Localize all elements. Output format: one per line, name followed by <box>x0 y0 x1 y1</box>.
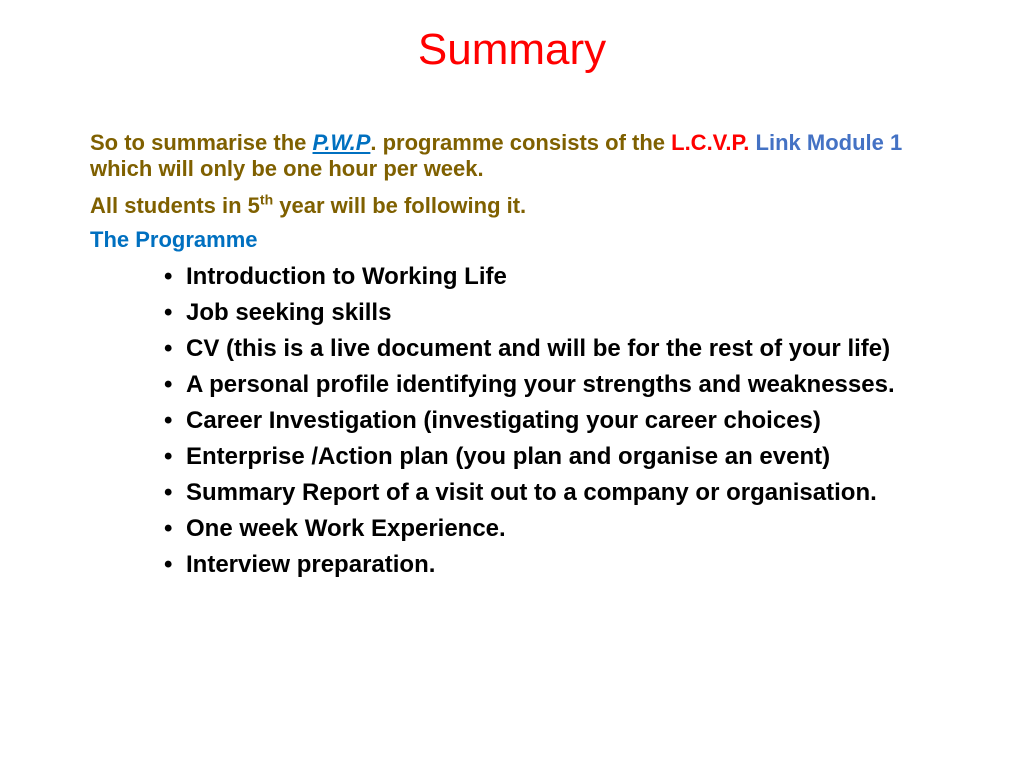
slide-title: Summary <box>417 25 607 74</box>
programme-list <box>164 262 944 586</box>
bullet-icon: • <box>164 263 173 290</box>
list-item-text: A personal profile identifying your strengths and weaknesses. <box>186 371 895 398</box>
list-item-text: CV (this is a live document and will be for the rest of your life) <box>186 335 891 362</box>
list-item-text: Career Investigation (investigating your career choices) <box>186 407 821 434</box>
list-item <box>164 334 944 363</box>
bullet-icon: • <box>164 551 173 578</box>
list-item-text: Enterprise /Action plan (you plan and organise an event) <box>186 443 831 470</box>
intro-superscript: th <box>259 191 274 208</box>
intro-paragraph-1 <box>90 130 950 182</box>
lcvp-label: L.C.V.P. <box>671 130 750 155</box>
list-item <box>164 478 944 507</box>
intro-text-1d: which will only be one hour per week. <box>90 156 484 181</box>
list-item <box>164 406 944 435</box>
list-item <box>164 370 944 399</box>
bullet-icon: • <box>164 371 173 398</box>
list-item-text: Summary Report of a visit out to a company or organisation. <box>186 479 877 506</box>
bullet-icon: • <box>164 335 173 362</box>
bullet-icon: • <box>164 443 173 470</box>
programme-heading: The Programme <box>90 227 258 252</box>
list-item <box>164 298 944 327</box>
list-item-text: Introduction to Working Life <box>186 263 507 290</box>
pwp-link[interactable]: P.W.P <box>312 130 371 155</box>
intro-text-2a: All students in 5 <box>90 193 260 218</box>
list-item <box>164 514 944 543</box>
bullet-icon: • <box>164 479 173 506</box>
intro-paragraph-2 <box>90 192 950 220</box>
list-item <box>164 262 944 291</box>
bullet-icon: • <box>164 299 173 326</box>
bullet-icon: • <box>164 515 173 542</box>
list-item-text: Job seeking skills <box>186 299 392 326</box>
bullet-icon: • <box>164 407 173 434</box>
intro-text-2b: year will be following it. <box>273 193 527 218</box>
intro-text-1b: . programme consists of the <box>370 130 672 155</box>
intro-text-1a: So to summarise the <box>90 130 313 155</box>
list-item-text: One week Work Experience. <box>186 515 506 542</box>
list-item-text: Interview preparation. <box>186 551 436 578</box>
list-item <box>164 442 944 471</box>
intro-block <box>90 130 950 254</box>
list-item <box>164 550 944 579</box>
link-module-label: Link Module 1 <box>755 130 903 155</box>
